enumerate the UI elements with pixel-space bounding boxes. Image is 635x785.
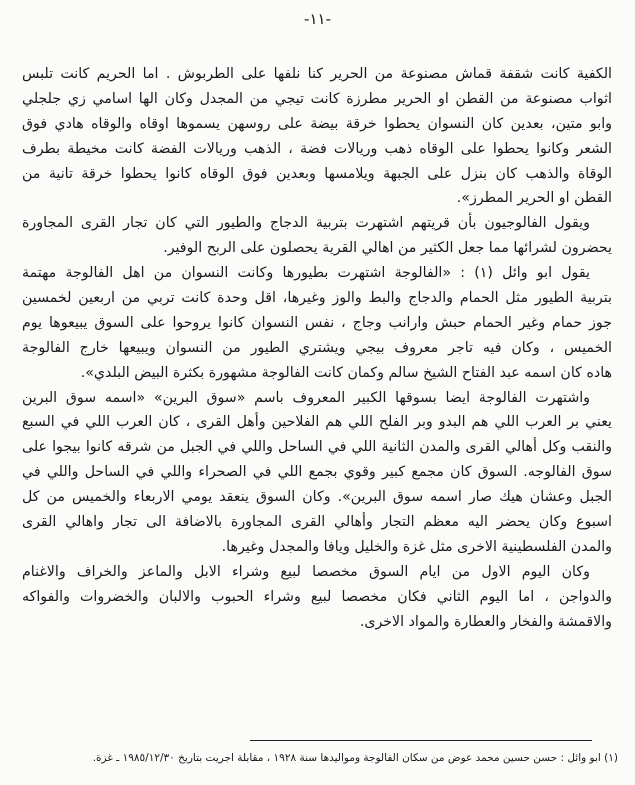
text-line: والدواجن ، اما اليوم الثاني فكان مخصصا لبيع وشراء الحبوب والالبان والخضروات والفواكه [22, 588, 612, 605]
text-line: سوق الفالوجه. السوق كان مجمع كبير وقوي بجمع اللي في الصحراء واللي في الساحل واللي في [22, 464, 612, 481]
text-line: وابو متين، بعدين كان النسوان يحطوا خرقة بيضة على روسهن يسموها اوقاه والوقاه هادي فوق [22, 115, 612, 132]
text-line: اثواب مصنوعة من القطن او الحرير مطرزة كانت تيجي من المجدل وكان الها اسامي زي جلجلي [22, 90, 612, 107]
text-line: الخميس ، وكان فيه تاجر معروف بيجي ويشتري الطيور من النسوان ويبيعها خارج الفالوجة [22, 339, 612, 356]
body-text [22, 62, 612, 634]
text-line: بتربية الطيور مثل الحمام والدجاج والبط والوز وغيرها، اقل وحدة كانت تربي من اربعين لخمسين [22, 290, 612, 307]
paragraph [22, 261, 612, 385]
page-number: -١١- [304, 10, 331, 28]
text-line: يقول ابو وائل (١) : «الفالوجة اشتهرت بطيورها وكانت النسوان من اهل الفالوجة مهتمة [22, 265, 590, 282]
text-line: والنقب وكل أهالي القرى والمدن الثانية اللي في الساحل واللي في الجبل من شرقه كانوا بيجوا على [22, 439, 612, 456]
paragraph [22, 62, 612, 211]
text-line: القطن او الحرير المطرز». [456, 190, 612, 207]
paragraph [22, 386, 612, 560]
text-line: اسبوع وكان يحضر اليه معظم التجار وأهالي القرى المجاورة بالاضافة الى تجار واهالي القرى [22, 514, 612, 531]
text-line: واشتهرت الفالوجة ايضا بسوقها الكبير المعروف باسم «سوق البرين» «اسمه سوق البرين [22, 389, 590, 406]
text-line: هاده كان اسمه عبد الفتاح الشيخ سالم وكمان كانت الفالوجة مشهورة بكثرة البيض البلدي». [80, 364, 612, 381]
text-line: الجبل وعشان هيك صار اسمه سوق البرين». وكان السوق ينعقد يومي الاربعاء والخميس من كل [22, 489, 612, 506]
footnote-divider [250, 740, 592, 741]
text-line: يحضرون لشرائها مما جعل الكثير من اهالي القرية يحصلون على الربح الوفير. [163, 240, 612, 257]
paragraph [22, 560, 612, 635]
text-line: الوقاة والذهب كان بنزل على الجبهة ويلامسها وبعدين فوق الوقاه كانوا يحطوا خرقة تانية من [22, 165, 612, 182]
text-line: والمدن الفلسطينية الاخرى مثل غزة والخليل ويافا والمجدل وغيرها. [221, 538, 612, 555]
text-line: والاقمشة والفخار والعطارة والمواد الاخرى. [359, 613, 612, 630]
text-line: وكان اليوم الاول من ايام السوق مخصصا لبيع وشراء الابل والماعز والخراف والاغنام [22, 563, 590, 580]
text-line: الشعر وكانوا يحطوا على الوقاه ذهب وريالات فضة ، الذهب وريالات الفضة كانت مخيطة بطرف [22, 140, 612, 157]
text-line: جوز حمام وغير الحمام حبش وارانب وجاج ، نفس النسوان كانوا يروحوا على السوق يبيعوها يوم [22, 314, 612, 331]
text-line: ويقول الفالوجيون بأن قريتهم اشتهرت بتربية الدجاج والطيور التي كان تجار القرى المجاورة [22, 215, 590, 232]
footnote: (١) ابو وائل : حسن حسين محمد عوض من سكان الفالوجة ومواليدها سنة ١٩٢٨ ، مقابلة اجريت بتاريخ ١٩٨٥/١٢/٣٠ ـ غزة. [92, 752, 618, 764]
text-line: يعني بر العرب اللي هم البدو وبر الفلح اللي هم الفلاحين وأهل القرى ، كان العرب اللي في السبع [22, 414, 612, 431]
text-line: الكفية كانت شقفة قماش مصنوعة من الحرير كنا نلفها على الطربوش . اما الحريم كانت تلبس [22, 66, 612, 82]
paragraph [22, 211, 612, 261]
